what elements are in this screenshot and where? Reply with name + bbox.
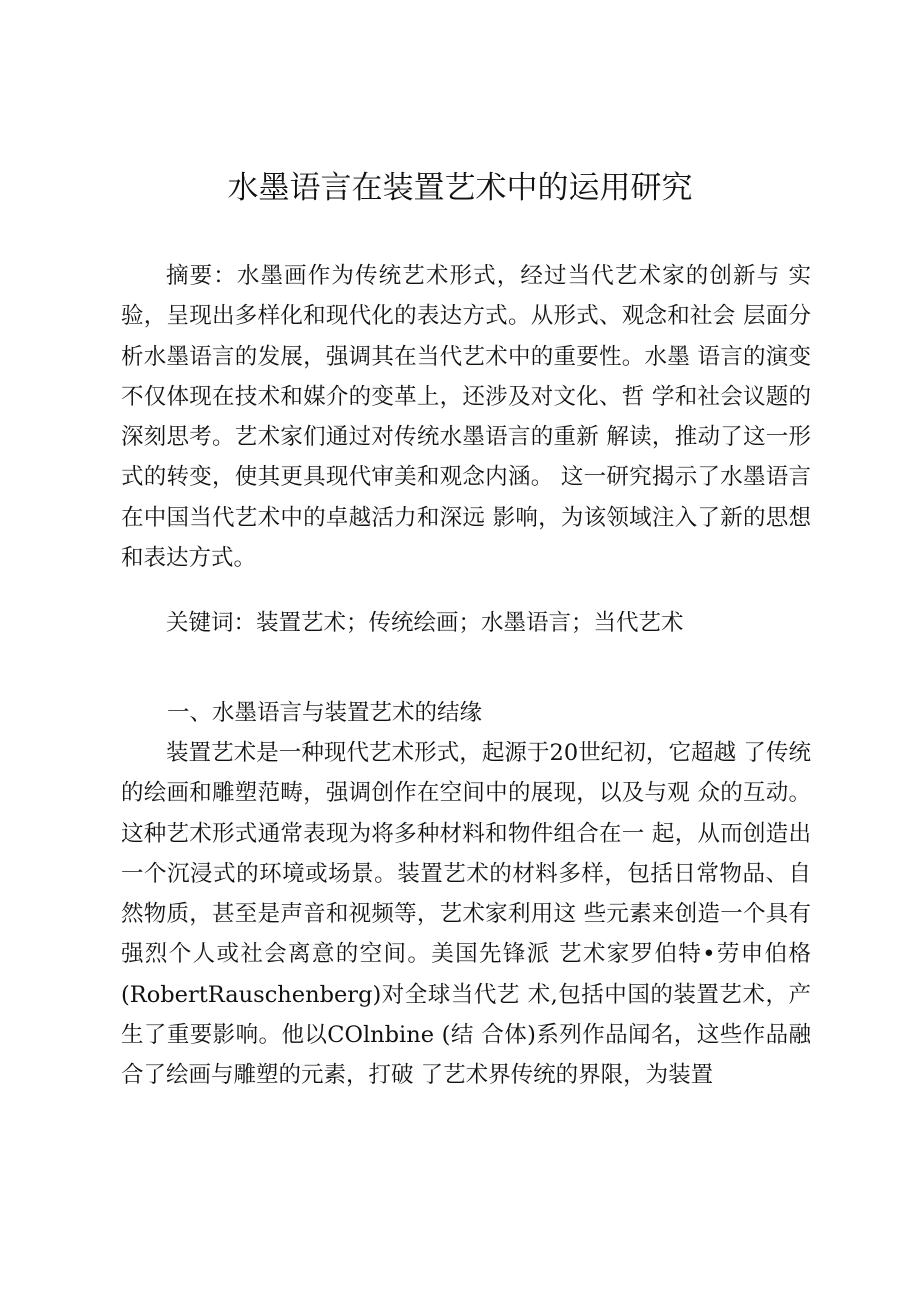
body-paragraph: 装置艺术是一种现代艺术形式，起源于20世纪初，它超越 了传统的绘画和雕塑范畴，强调创作在空间中的展现，以及与观 众的互动。这种艺术形式通常表现为将多种材料和物件组合在一 起，从而创造出一个沉浸式的环境或场景。装置艺术的材料多样，包括日常物品、自然物质，甚至是声音和视频等，艺术家利用这 些元素来创造一个具有强烈个人或社会离意的空间。美国先锋派 艺术家罗伯特•劳申伯格(RobertRauschenberg)对全球当代艺 术,包括中国的装置艺术，产生了重要影响。他以COlnbine (结 合体)系列作品闻名，这些作品融合了绘画与雕塑的元素，打破 了艺术界传统的界限，为装置 bbox=[121, 740, 811, 1089]
section-heading: 一、水墨语言与装置艺术的结缘 bbox=[167, 700, 483, 726]
keywords-line: 关键词：装置艺术；传统绘画；水墨语言；当代艺术 bbox=[166, 610, 684, 636]
document-title: 水墨语言在装置艺术中的运用研究 bbox=[227, 170, 693, 206]
abstract-paragraph: 摘要：水墨画作为传统艺术形式，经过当代艺术家的创新与 实验，呈现出多样化和现代化的表达方式。从形式、观念和社会 层面分析水墨语言的发展，强调其在当代艺术中的重要性。水墨 语言的演变不仅体现在技术和媒介的变革上，还涉及对文化、哲 学和社会议题的深刻思考。艺术家们通过对传统水墨语言的重新 解读，推动了这一形式的转变，使其更具现代审美和观念内涵。 这一研究揭示了水墨语言在中国当代艺术中的卓越活力和深远 影响，为该领域注入了新的思想和表达方式。 bbox=[121, 263, 811, 572]
